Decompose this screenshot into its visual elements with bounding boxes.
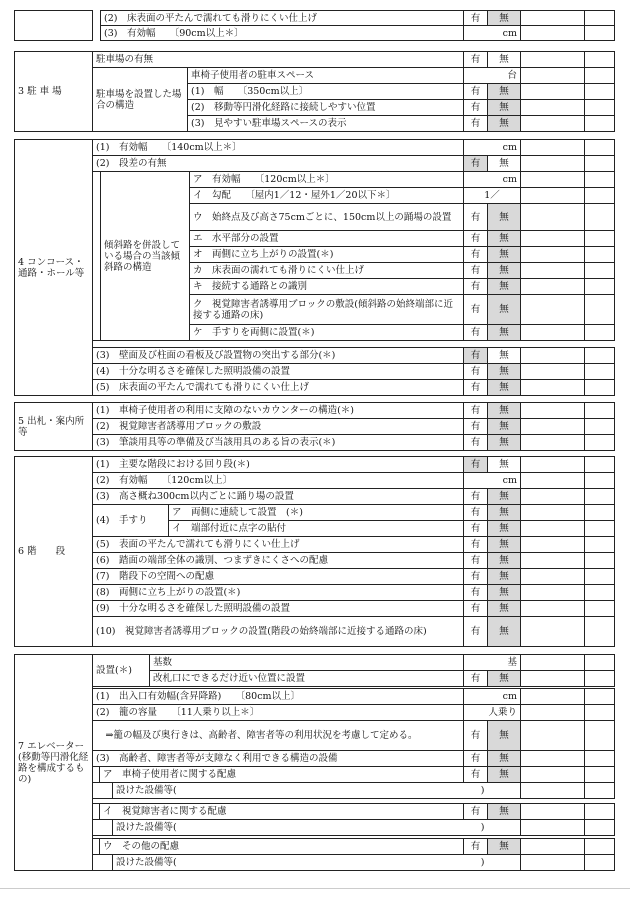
no-option[interactable]: 無 <box>487 347 521 364</box>
indent-cell <box>92 838 100 855</box>
item-label: ケ 手すりを両側に設置(＊) <box>189 324 464 341</box>
no-option[interactable]: 無 <box>487 262 521 279</box>
entry-cell[interactable] <box>520 854 585 871</box>
no-option[interactable]: 無 <box>487 363 521 380</box>
item-label: 車椅子使用者の駐車スペース <box>187 67 464 84</box>
yes-option[interactable]: 有 <box>463 838 488 855</box>
indent-cell <box>92 171 101 341</box>
item-label: (8) 両側に立ち上がりの設置(＊) <box>92 584 464 601</box>
no-option[interactable]: 無 <box>487 670 521 687</box>
item-label: 台 <box>463 67 521 84</box>
item-label: (4) 手すり <box>92 504 169 537</box>
item-label: 人乗り <box>463 704 521 721</box>
item-label: 1／ <box>463 187 521 204</box>
no-option[interactable]: 無 <box>487 600 521 617</box>
entry-cell[interactable] <box>584 456 615 473</box>
entry-cell[interactable] <box>584 203 615 231</box>
no-option[interactable]: 無 <box>487 568 521 585</box>
entry-cell[interactable] <box>584 854 615 871</box>
item-label: 基数 <box>149 654 464 671</box>
entry-cell[interactable] <box>520 402 585 419</box>
entry-cell[interactable] <box>584 363 615 380</box>
item-label: 改札口にできるだけ近い位置に設置 <box>149 670 464 687</box>
entry-cell[interactable] <box>584 115 615 132</box>
entry-cell[interactable] <box>584 246 615 263</box>
entry-cell[interactable] <box>520 10 585 26</box>
entry-cell[interactable] <box>584 155 615 172</box>
entry-cell[interactable] <box>584 51 615 68</box>
item-label: (1) 車椅子使用者の利用に支障のないカウンターの構造(＊) <box>92 402 464 419</box>
item-label: cm <box>463 139 521 156</box>
entry-cell[interactable] <box>584 262 615 279</box>
entry-cell[interactable] <box>584 654 615 671</box>
no-option[interactable]: 無 <box>487 520 521 537</box>
entry-cell[interactable] <box>520 83 585 100</box>
section-label: 7 エレベーター(移動等円滑化経路を構成するもの) <box>14 654 93 871</box>
entry-cell[interactable] <box>520 246 585 263</box>
entry-cell[interactable] <box>584 568 615 585</box>
yes-option[interactable]: 有 <box>463 402 488 419</box>
entry-cell[interactable] <box>520 720 585 751</box>
yes-option[interactable]: 有 <box>463 10 488 26</box>
entry-cell[interactable] <box>520 203 585 231</box>
item-label: ア 両側に連続して設置 (＊) <box>168 504 464 521</box>
yes-option[interactable]: 有 <box>463 99 488 116</box>
item-label: イ 視覚障害者に関する配慮 <box>99 803 464 820</box>
entry-cell[interactable] <box>520 187 585 204</box>
section-label <box>14 10 93 41</box>
entry-cell[interactable] <box>520 379 585 396</box>
item-label: (2) 有効幅 〔120cm以上〕 <box>92 472 464 489</box>
item-label: イ 端部付近に点字の貼付 <box>168 520 464 537</box>
entry-cell[interactable] <box>520 584 585 601</box>
no-option[interactable]: 無 <box>487 616 521 647</box>
entry-cell[interactable] <box>584 616 615 647</box>
item-label: (2) 床表面の平たんで濡れても滑りにくい仕上げ <box>100 10 464 26</box>
yes-option[interactable]: 有 <box>463 115 488 132</box>
entry-cell[interactable] <box>520 171 585 188</box>
item-label: (1) 主要な階段における回り段(＊) <box>92 456 464 473</box>
entry-cell[interactable] <box>584 584 615 601</box>
entry-cell[interactable] <box>520 347 585 364</box>
item-label: (3) 高齢者、障害者等が支障なく利用できる構造の設備 <box>92 750 464 767</box>
entry-cell[interactable] <box>520 488 585 505</box>
yes-option[interactable]: 有 <box>463 616 488 647</box>
entry-cell[interactable] <box>584 838 615 855</box>
entry-cell[interactable] <box>584 472 615 489</box>
yes-option[interactable]: 有 <box>463 262 488 279</box>
no-option[interactable]: 無 <box>487 584 521 601</box>
item-label: カ 床表面の濡れても滑りにくい仕上げ <box>189 262 464 279</box>
yes-option[interactable]: 有 <box>463 324 488 341</box>
yes-option[interactable]: 有 <box>463 584 488 601</box>
item-label: ア 有効幅 〔120cm以上＊〕 <box>189 171 464 188</box>
entry-cell[interactable] <box>584 670 615 687</box>
entry-cell[interactable] <box>584 688 615 705</box>
entry-cell[interactable] <box>584 552 615 569</box>
item-label: 駐車場を設置した場合の構造 <box>92 67 188 132</box>
yes-option[interactable]: 有 <box>463 600 488 617</box>
no-option[interactable]: 無 <box>487 803 521 820</box>
yes-option[interactable]: 有 <box>463 803 488 820</box>
entry-cell[interactable] <box>584 600 615 617</box>
item-label: ウ その他の配慮 <box>99 838 464 855</box>
item-label: (2) 段差の有無 <box>92 155 464 172</box>
indent-cell <box>92 766 100 783</box>
entry-cell[interactable] <box>520 418 585 435</box>
yes-option[interactable]: 有 <box>463 246 488 263</box>
item-label: (3) 有効幅 〔90cm以上＊〕 <box>100 25 464 41</box>
yes-option[interactable]: 有 <box>463 347 488 364</box>
entry-cell[interactable] <box>520 155 585 172</box>
entry-cell[interactable] <box>584 782 615 799</box>
item-label: 設けた設備等( ) <box>112 819 521 836</box>
entry-cell[interactable] <box>520 115 585 132</box>
entry-cell[interactable] <box>520 504 585 521</box>
yes-option[interactable]: 有 <box>463 750 488 767</box>
no-option[interactable]: 無 <box>487 504 521 521</box>
item-label: cm <box>463 25 521 41</box>
indent-cell <box>92 782 113 799</box>
yes-option[interactable]: 有 <box>463 363 488 380</box>
section-label: 4 コンコース・通路・ホール等 <box>14 139 93 396</box>
no-option[interactable]: 無 <box>487 99 521 116</box>
entry-cell[interactable] <box>520 99 585 116</box>
item-label: (7) 階段下の空間への配慮 <box>92 568 464 585</box>
yes-option[interactable]: 有 <box>463 418 488 435</box>
entry-cell[interactable] <box>520 552 585 569</box>
no-option[interactable]: 無 <box>487 434 521 451</box>
item-label: (3) 高さ概ね300cm以内ごとに踊り場の設置 <box>92 488 464 505</box>
entry-cell[interactable] <box>520 262 585 279</box>
yes-option[interactable]: 有 <box>463 536 488 553</box>
item-label: cm <box>463 171 521 188</box>
entry-cell[interactable] <box>584 171 615 188</box>
entry-cell[interactable] <box>520 230 585 247</box>
no-option[interactable]: 無 <box>487 155 521 172</box>
entry-cell[interactable] <box>520 278 585 295</box>
entry-cell[interactable] <box>520 434 585 451</box>
item-label: ウ 始終点及び高さ75cmごとに、150cm以上の踊場の設置 <box>189 203 464 231</box>
item-label: cm <box>463 688 521 705</box>
entry-cell[interactable] <box>584 347 615 364</box>
entry-cell[interactable] <box>584 766 615 783</box>
entry-cell[interactable] <box>520 766 585 783</box>
entry-cell[interactable] <box>584 434 615 451</box>
yes-option[interactable]: 有 <box>463 720 488 751</box>
entry-cell[interactable] <box>520 782 585 799</box>
yes-option[interactable]: 有 <box>463 155 488 172</box>
item-label: ク 視覚障害者誘導用ブロックの敷設(傾斜路の始終端部に近接する通路の床) <box>189 294 464 325</box>
no-option[interactable]: 無 <box>487 230 521 247</box>
yes-option[interactable]: 有 <box>463 670 488 687</box>
entry-cell[interactable] <box>584 520 615 537</box>
item-label: (2) 移動等円滑化経路に接続しやすい位置 <box>187 99 464 116</box>
entry-cell[interactable] <box>520 472 585 489</box>
no-option[interactable]: 無 <box>487 418 521 435</box>
item-label: オ 両側に立ち上がりの設置(＊) <box>189 246 464 263</box>
yes-option[interactable]: 有 <box>463 294 488 325</box>
entry-cell[interactable] <box>584 379 615 396</box>
entry-cell[interactable] <box>584 278 615 295</box>
item-label: (1) 幅 〔350cm以上〕 <box>187 83 464 100</box>
entry-cell[interactable] <box>584 187 615 204</box>
item-label: (4) 十分な明るさを確保した照明設備の設置 <box>92 363 464 380</box>
entry-cell[interactable] <box>584 536 615 553</box>
indent-cell <box>92 854 113 871</box>
item-label: ア 車椅子使用者に関する配慮 <box>99 766 464 783</box>
entry-cell[interactable] <box>584 488 615 505</box>
section-label: 6 階 段 <box>14 456 93 647</box>
yes-option[interactable]: 有 <box>463 379 488 396</box>
entry-cell[interactable] <box>584 230 615 247</box>
entry-cell[interactable] <box>520 688 585 705</box>
no-option[interactable]: 無 <box>487 51 521 68</box>
yes-option[interactable]: 有 <box>463 456 488 473</box>
item-label: (5) 床表面の平たんで濡れても滑りにくい仕上げ <box>92 379 464 396</box>
entry-cell[interactable] <box>520 67 585 84</box>
entry-cell[interactable] <box>520 51 585 68</box>
entry-cell[interactable] <box>520 803 585 820</box>
entry-cell[interactable] <box>584 750 615 767</box>
item-label: キ 接続する通路との識別 <box>189 278 464 295</box>
entry-cell[interactable] <box>520 600 585 617</box>
no-option[interactable]: 無 <box>487 294 521 325</box>
item-label: (3) 壁面及び柱面の看板及び設置物の突出する部分(＊) <box>92 347 464 364</box>
yes-option[interactable]: 有 <box>463 766 488 783</box>
item-label: (6) 踏面の端部全体の識別、つまずきにくさへの配慮 <box>92 552 464 569</box>
no-option[interactable]: 無 <box>487 720 521 751</box>
entry-cell[interactable] <box>584 83 615 100</box>
no-option[interactable]: 無 <box>487 456 521 473</box>
entry-cell[interactable] <box>584 10 615 26</box>
item-label: (10) 視覚障害者誘導用ブロックの設置(階段の始終端部に近接する通路の床) <box>92 616 464 647</box>
item-label: エ 水平部分の設置 <box>189 230 464 247</box>
item-label: (2) 籠の容量 〔11人乗り以上＊〕 <box>92 704 464 721</box>
yes-option[interactable]: 有 <box>463 568 488 585</box>
item-label: (5) 表面の平たんで濡れても滑りにくい仕上げ <box>92 536 464 553</box>
item-label: (1) 出入口有効幅(含昇降路) 〔80cm以上〕 <box>92 688 464 705</box>
no-option[interactable]: 無 <box>487 552 521 569</box>
yes-option[interactable]: 有 <box>463 203 488 231</box>
entry-cell[interactable] <box>520 750 585 767</box>
page-bottom-rule <box>0 888 630 889</box>
entry-cell[interactable] <box>584 139 615 156</box>
entry-cell[interactable] <box>584 294 615 325</box>
slope-sublabel: 傾斜路を併設している場合の当該傾斜路の構造 <box>100 171 190 341</box>
no-option[interactable]: 無 <box>487 750 521 767</box>
yes-option[interactable]: 有 <box>463 51 488 68</box>
item-label: (3) 見やすい駐車場スペースの表示 <box>187 115 464 132</box>
indent-cell <box>92 803 100 820</box>
entry-cell[interactable] <box>520 324 585 341</box>
yes-option[interactable]: 有 <box>463 504 488 521</box>
item-label: 設けた設備等( ) <box>112 854 521 871</box>
entry-cell[interactable] <box>584 418 615 435</box>
item-label: cm <box>463 472 521 489</box>
entry-cell[interactable] <box>520 139 585 156</box>
entry-cell[interactable] <box>520 704 585 721</box>
entry-cell[interactable] <box>584 324 615 341</box>
item-label: 基 <box>463 654 521 671</box>
item-label: (9) 十分な明るさを確保した照明設備の設置 <box>92 600 464 617</box>
entry-cell[interactable] <box>520 670 585 687</box>
no-option[interactable]: 無 <box>487 278 521 295</box>
item-label: (2) 視覚障害者誘導用ブロックの敷設 <box>92 418 464 435</box>
yes-option[interactable]: 有 <box>463 552 488 569</box>
item-label: (3) 筆談用具等の準備及び当該用具のある旨の表示(＊) <box>92 434 464 451</box>
item-label: (1) 有効幅 〔140cm以上＊〕 <box>92 139 464 156</box>
entry-cell[interactable] <box>520 838 585 855</box>
entry-cell[interactable] <box>520 536 585 553</box>
entry-cell[interactable] <box>520 25 585 41</box>
item-label: ⇒籠の幅及び奥行きは、高齢者、障害者等の利用状況を考慮して定める。 <box>92 720 464 751</box>
no-option[interactable]: 無 <box>487 488 521 505</box>
no-option[interactable]: 無 <box>487 536 521 553</box>
entry-cell[interactable] <box>584 704 615 721</box>
entry-cell[interactable] <box>520 819 585 836</box>
entry-cell[interactable] <box>584 402 615 419</box>
no-option[interactable]: 無 <box>487 246 521 263</box>
no-option[interactable]: 無 <box>487 402 521 419</box>
no-option[interactable]: 無 <box>487 115 521 132</box>
entry-cell[interactable] <box>520 294 585 325</box>
no-option[interactable]: 無 <box>487 838 521 855</box>
entry-cell[interactable] <box>520 520 585 537</box>
no-option[interactable]: 無 <box>487 10 521 26</box>
section-label: 3 駐 車 場 <box>14 51 93 132</box>
entry-cell[interactable] <box>584 25 615 41</box>
section-label: 5 出札・案内所等 <box>14 402 93 451</box>
yes-option[interactable]: 有 <box>463 520 488 537</box>
item-label: 設けた設備等( ) <box>112 782 521 799</box>
yes-option[interactable]: 有 <box>463 488 488 505</box>
no-option[interactable]: 無 <box>487 203 521 231</box>
entry-cell[interactable] <box>584 803 615 820</box>
yes-option[interactable]: 有 <box>463 434 488 451</box>
entry-cell[interactable] <box>584 504 615 521</box>
entry-cell[interactable] <box>584 67 615 84</box>
entry-cell[interactable] <box>520 363 585 380</box>
entry-cell[interactable] <box>584 819 615 836</box>
no-option[interactable]: 無 <box>487 766 521 783</box>
entry-cell[interactable] <box>584 99 615 116</box>
entry-cell[interactable] <box>520 616 585 647</box>
item-label: 駐車場の有無 <box>92 51 464 68</box>
entry-cell[interactable] <box>520 654 585 671</box>
entry-cell[interactable] <box>584 720 615 751</box>
item-label: 設置(＊) <box>92 654 150 687</box>
indent-cell <box>92 819 113 836</box>
no-option[interactable]: 無 <box>487 379 521 396</box>
item-label: イ 勾配 〔屋内1／12・屋外1／20以下＊〕 <box>189 187 464 204</box>
entry-cell[interactable] <box>520 456 585 473</box>
yes-option[interactable]: 有 <box>463 83 488 100</box>
yes-option[interactable]: 有 <box>463 278 488 295</box>
entry-cell[interactable] <box>520 568 585 585</box>
yes-option[interactable]: 有 <box>463 230 488 247</box>
no-option[interactable]: 無 <box>487 83 521 100</box>
no-option[interactable]: 無 <box>487 324 521 341</box>
